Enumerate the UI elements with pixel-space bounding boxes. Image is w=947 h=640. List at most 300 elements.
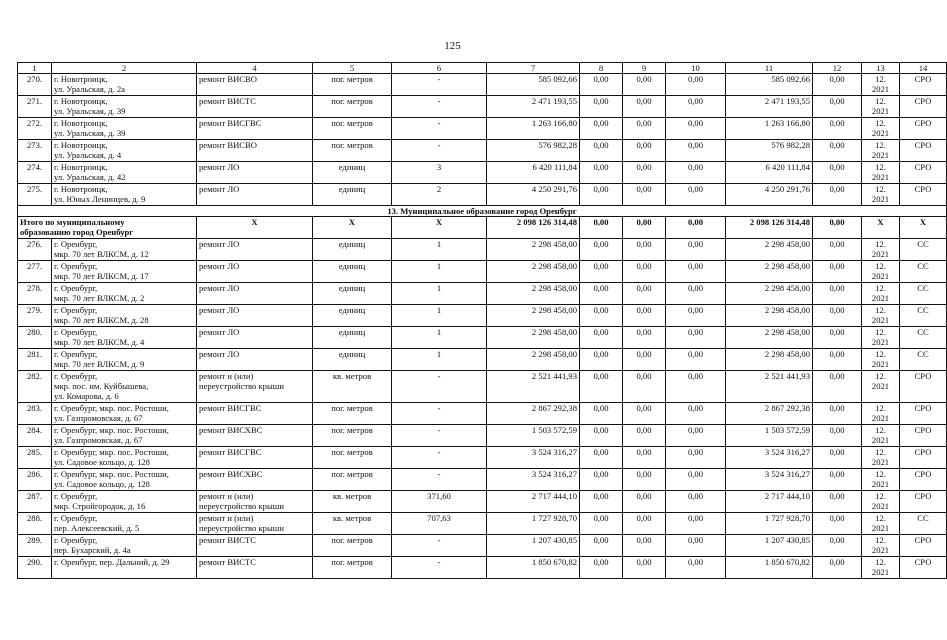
unit-cell: единиц (313, 162, 392, 184)
owner-funds-cell: 6 420 111,84 (726, 162, 813, 184)
deadline-cell-line: 2021 (871, 435, 890, 445)
address-cell (52, 261, 197, 283)
work-type-cell-line: ремонт ВИСГВС (199, 447, 262, 457)
quantity-cell: 1 (392, 261, 487, 283)
fund-cell: 0,00 (623, 535, 666, 557)
address-cell-line: г. Оренбург, (54, 305, 98, 315)
unit-cell: пог. метров (313, 118, 392, 140)
work-type-cell (197, 74, 313, 96)
work-type-cell-line: переустройство крыши (199, 523, 284, 533)
fund-cell: 0,00 (666, 371, 726, 403)
fund-cell: 0,00 (813, 74, 862, 96)
fund-cell: 0,00 (623, 96, 666, 118)
total-cost-cell: 2 521 441,93 (487, 371, 580, 403)
fund-cell: 0,00 (623, 261, 666, 283)
address-cell-line: мкр. 70 лет ВЛКСМ, д. 9 (54, 359, 145, 369)
deadline-cell (862, 74, 900, 96)
address-cell-line: ул. Уральская, д. 39 (54, 106, 126, 116)
work-type-cell (197, 283, 313, 305)
deadline-cell (862, 162, 900, 184)
deadline-cell (862, 349, 900, 371)
deadline-cell-line: 2021 (871, 381, 890, 391)
address-cell-line: г. Оренбург, мкр. пос. Ростоши, (54, 469, 169, 479)
deadline-cell-line: 12. (875, 447, 886, 457)
fund-cell: 0,00 (580, 305, 623, 327)
deadline-cell-line: 12. (875, 403, 886, 413)
deadline-cell-line: 12. (875, 283, 886, 293)
fund-cell: 0,00 (666, 96, 726, 118)
fund-cell: 0,00 (623, 447, 666, 469)
table-row (18, 535, 947, 557)
address-cell-line: мкр. 70 лет ВЛКСМ, д. 17 (54, 271, 149, 281)
table-row (18, 140, 947, 162)
fund-cell: 0,00 (813, 96, 862, 118)
fund-cell: 0,00 (580, 403, 623, 425)
deadline-cell-line: 2021 (871, 128, 890, 138)
fund-cell: 0,00 (666, 469, 726, 491)
fund-cell: 0,00 (813, 513, 862, 535)
address-cell (52, 74, 197, 96)
method-cell: СРО (900, 96, 947, 118)
unit-cell: единиц (313, 283, 392, 305)
deadline-cell-line: 12. (875, 327, 886, 337)
total-cost-cell: 2 298 458,00 (487, 349, 580, 371)
address-cell-line: мкр. пос. им. Куйбышева, (54, 381, 149, 391)
address-cell (52, 513, 197, 535)
address-cell (52, 491, 197, 513)
owner-funds-cell: 576 982,28 (726, 140, 813, 162)
total-cost-cell: 3 524 316,27 (487, 469, 580, 491)
deadline-cell-line: 2021 (871, 337, 890, 347)
capital-repair-table (17, 62, 947, 579)
deadline-cell (862, 403, 900, 425)
deadline-cell-line: 2021 (871, 271, 890, 281)
fund-cell: 0,00 (623, 349, 666, 371)
section-row (18, 206, 947, 217)
method-cell: СС (900, 239, 947, 261)
work-type-cell-line: ремонт ЛО (199, 349, 240, 359)
fund-cell: 0,00 (623, 469, 666, 491)
total-cost-cell: 1 207 430,85 (487, 535, 580, 557)
fund-cell: 0,00 (666, 535, 726, 557)
address-cell-line: ул. Уральская, д. 42 (54, 172, 126, 182)
fund-cell: 0,00 (623, 557, 666, 579)
table-row (18, 491, 947, 513)
quantity-cell: - (392, 557, 487, 579)
deadline-cell (862, 371, 900, 403)
method-cell: СС (900, 327, 947, 349)
method-cell: СС (900, 261, 947, 283)
fund-cell: 0,00 (666, 513, 726, 535)
fund-cell: 0,00 (580, 371, 623, 403)
fund-cell: 0,00 (580, 184, 623, 206)
method-cell: СРО (900, 140, 947, 162)
fund-cell: 0,00 (666, 118, 726, 140)
deadline-cell (862, 469, 900, 491)
fund-cell: 0,00 (580, 349, 623, 371)
address-cell-line: г. Оренбург, (54, 327, 98, 337)
address-cell (52, 403, 197, 425)
fund-cell: 0,00 (666, 557, 726, 579)
unit-cell: пог. метров (313, 425, 392, 447)
quantity-cell: 1 (392, 283, 487, 305)
fund-cell: 0,00 (580, 469, 623, 491)
address-cell-line: г. Оренбург, (54, 371, 98, 381)
work-type-cell (197, 535, 313, 557)
deadline-cell-line: 2021 (871, 413, 890, 423)
fund-cell: 0,00 (623, 162, 666, 184)
deadline-cell-line: 2021 (871, 315, 890, 325)
address-cell (52, 184, 197, 206)
unit-cell: пог. метров (313, 535, 392, 557)
total-cell: 0,00 (623, 217, 666, 239)
fund-cell: 0,00 (623, 327, 666, 349)
address-cell-line: г. Оренбург, (54, 239, 98, 249)
owner-funds-cell: 2 717 444,10 (726, 491, 813, 513)
address-cell-line: ул. Садовое кольцо, д. 128 (54, 479, 150, 489)
row-number: 279. (18, 305, 52, 327)
method-cell: СРО (900, 74, 947, 96)
row-number: 273. (18, 140, 52, 162)
unit-cell: единиц (313, 349, 392, 371)
owner-funds-cell: 1 263 166,80 (726, 118, 813, 140)
fund-cell: 0,00 (666, 74, 726, 96)
unit-cell: кв. метров (313, 513, 392, 535)
total-cost-cell: 2 471 193,55 (487, 96, 580, 118)
deadline-cell-line: 12. (875, 261, 886, 271)
address-cell (52, 239, 197, 261)
work-type-cell (197, 261, 313, 283)
work-type-cell-line: ремонт ВИСХВС (199, 425, 263, 435)
column-number-header: 7 (487, 63, 580, 74)
section-title: 13. Муниципальное образование город Оренбург (18, 206, 947, 217)
work-type-cell-line: ремонт ВИСВО (199, 140, 257, 150)
row-number: 278. (18, 283, 52, 305)
address-cell (52, 535, 197, 557)
address-cell-line: г. Оренбург, мкр. пос. Ростоши, (54, 403, 169, 413)
table-row (18, 74, 947, 96)
row-number: 280. (18, 327, 52, 349)
address-cell-line: г. Оренбург, (54, 513, 98, 523)
column-number-row (18, 63, 947, 74)
total-cost-cell: 1 727 928,70 (487, 513, 580, 535)
fund-cell: 0,00 (666, 491, 726, 513)
deadline-cell (862, 425, 900, 447)
deadline-cell-line: 12. (875, 305, 886, 315)
column-number-header: 4 (197, 63, 313, 74)
fund-cell: 0,00 (623, 491, 666, 513)
fund-cell: 0,00 (580, 118, 623, 140)
table-row (18, 403, 947, 425)
address-cell (52, 96, 197, 118)
work-type-cell (197, 557, 313, 579)
table-row (18, 349, 947, 371)
owner-funds-cell: 1 207 430,85 (726, 535, 813, 557)
total-cost-cell: 1 503 572,59 (487, 425, 580, 447)
address-cell (52, 371, 197, 403)
total-cost-cell: 585 092,66 (487, 74, 580, 96)
total-cell: 0,00 (580, 217, 623, 239)
total-cell: X (197, 217, 313, 239)
fund-cell: 0,00 (666, 327, 726, 349)
quantity-cell: - (392, 535, 487, 557)
fund-cell: 0,00 (580, 491, 623, 513)
address-cell-line: г. Новотроицк, (54, 74, 108, 84)
unit-cell: единиц (313, 239, 392, 261)
address-cell-line: г. Оренбург, мкр. пос. Ростоши, (54, 425, 169, 435)
method-cell: СС (900, 283, 947, 305)
total-cost-cell: 576 982,28 (487, 140, 580, 162)
total-cost-cell: 2 298 458,00 (487, 239, 580, 261)
column-number-header: 2 (52, 63, 197, 74)
fund-cell: 0,00 (813, 118, 862, 140)
total-cost-cell: 2 298 458,00 (487, 261, 580, 283)
fund-cell: 0,00 (580, 513, 623, 535)
row-number: 271. (18, 96, 52, 118)
address-cell-line: пер. Алексеевский, д. 5 (54, 523, 140, 533)
address-cell-line: г. Оренбург, (54, 491, 98, 501)
fund-cell: 0,00 (666, 403, 726, 425)
quantity-cell: - (392, 447, 487, 469)
address-cell (52, 469, 197, 491)
address-cell-line: ул. Комарова, д. 6 (54, 391, 119, 401)
table-row (18, 425, 947, 447)
fund-cell: 0,00 (623, 74, 666, 96)
fund-cell: 0,00 (623, 425, 666, 447)
table-row (18, 184, 947, 206)
column-number-header: 10 (666, 63, 726, 74)
owner-funds-cell: 2 521 441,93 (726, 371, 813, 403)
fund-cell: 0,00 (580, 74, 623, 96)
work-type-cell-line: переустройство крыши (199, 381, 284, 391)
deadline-cell (862, 261, 900, 283)
deadline-cell-line: 12. (875, 469, 886, 479)
deadline-cell-line: 2021 (871, 523, 890, 533)
address-cell-line: мкр. 70 лет ВЛКСМ, д. 2 (54, 293, 145, 303)
fund-cell: 0,00 (666, 425, 726, 447)
work-type-cell-line: ремонт ВИСГВС (199, 118, 262, 128)
unit-cell: кв. метров (313, 491, 392, 513)
total-row (18, 217, 947, 239)
table-row (18, 327, 947, 349)
fund-cell: 0,00 (813, 140, 862, 162)
deadline-cell-line: 12. (875, 162, 886, 172)
work-type-cell (197, 491, 313, 513)
unit-cell: пог. метров (313, 74, 392, 96)
method-cell: СРО (900, 447, 947, 469)
quantity-cell: - (392, 96, 487, 118)
fund-cell: 0,00 (666, 283, 726, 305)
deadline-cell-line: 12. (875, 513, 886, 523)
address-cell (52, 140, 197, 162)
quantity-cell: 1 (392, 305, 487, 327)
quantity-cell: - (392, 371, 487, 403)
address-cell-line: мкр. 70 лет ВЛКСМ, д. 4 (54, 337, 145, 347)
address-cell-line: г. Новотроицк, (54, 184, 108, 194)
deadline-cell (862, 184, 900, 206)
work-type-cell (197, 371, 313, 403)
work-type-cell (197, 162, 313, 184)
fund-cell: 0,00 (813, 403, 862, 425)
fund-cell: 0,00 (813, 469, 862, 491)
page-number: 125 (444, 40, 461, 52)
deadline-cell-line: 2021 (871, 249, 890, 259)
table-row (18, 305, 947, 327)
method-cell: СС (900, 349, 947, 371)
address-cell-line: ул. Уральская, д. 39 (54, 128, 126, 138)
method-cell: СС (900, 305, 947, 327)
unit-cell: единиц (313, 261, 392, 283)
quantity-cell: 2 (392, 184, 487, 206)
row-number: 282. (18, 371, 52, 403)
deadline-cell-line: 2021 (871, 501, 890, 511)
fund-cell: 0,00 (813, 491, 862, 513)
owner-funds-cell: 1 727 928,70 (726, 513, 813, 535)
address-cell-line: ул. Уральская, д. 4 (54, 150, 122, 160)
fund-cell: 0,00 (580, 557, 623, 579)
owner-funds-cell: 2 298 458,00 (726, 283, 813, 305)
work-type-cell (197, 239, 313, 261)
fund-cell: 0,00 (813, 535, 862, 557)
quantity-cell: - (392, 140, 487, 162)
address-cell-line: г. Новотроицк, (54, 140, 108, 150)
quantity-cell: 1 (392, 349, 487, 371)
method-cell: СС (900, 513, 947, 535)
table-row (18, 118, 947, 140)
table-row (18, 371, 947, 403)
address-cell (52, 327, 197, 349)
work-type-cell-line: ремонт ВИСХВС (199, 469, 263, 479)
fund-cell: 0,00 (813, 327, 862, 349)
method-cell: СРО (900, 184, 947, 206)
owner-funds-cell: 3 524 316,27 (726, 469, 813, 491)
deadline-cell-line: 2021 (871, 293, 890, 303)
table-row (18, 96, 947, 118)
address-cell-line: ул. Уральская, д. 2а (54, 84, 125, 94)
method-cell: СРО (900, 491, 947, 513)
fund-cell: 0,00 (623, 403, 666, 425)
work-type-cell-line: ремонт ВИСТС (199, 557, 257, 567)
fund-cell: 0,00 (623, 184, 666, 206)
row-number: 284. (18, 425, 52, 447)
deadline-cell-line: 12. (875, 535, 886, 545)
address-cell-line: г. Оренбург, (54, 261, 98, 271)
column-number-header: 8 (580, 63, 623, 74)
column-number-header: 5 (313, 63, 392, 74)
quantity-cell: - (392, 118, 487, 140)
work-type-cell (197, 349, 313, 371)
fund-cell: 0,00 (623, 239, 666, 261)
work-type-cell (197, 327, 313, 349)
address-cell-line: г. Оренбург, мкр. пос. Ростоши, (54, 447, 169, 457)
work-type-cell-line: ремонт ЛО (199, 305, 240, 315)
deadline-cell-line: 2021 (871, 172, 890, 182)
quantity-cell: - (392, 469, 487, 491)
work-type-cell (197, 425, 313, 447)
deadline-cell (862, 239, 900, 261)
work-type-cell-line: ремонт ВИСТС (199, 535, 257, 545)
column-number-header: 14 (900, 63, 947, 74)
fund-cell: 0,00 (813, 305, 862, 327)
total-cost-cell: 2 298 458,00 (487, 283, 580, 305)
address-cell (52, 557, 197, 579)
fund-cell: 0,00 (623, 118, 666, 140)
fund-cell: 0,00 (813, 349, 862, 371)
deadline-cell (862, 140, 900, 162)
method-cell: СРО (900, 535, 947, 557)
fund-cell: 0,00 (580, 535, 623, 557)
table-row (18, 162, 947, 184)
fund-cell: 0,00 (580, 327, 623, 349)
row-number: 281. (18, 349, 52, 371)
fund-cell: 0,00 (813, 261, 862, 283)
address-cell-line: г. Оренбург, пер. Дальний, д. 29 (54, 557, 170, 567)
address-cell-line: мкр. 70 лет ВЛКСМ, д. 28 (54, 315, 149, 325)
address-cell-line: мкр. 70 лет ВЛКСМ, д. 12 (54, 249, 149, 259)
address-cell-line: г. Новотроицк, (54, 162, 108, 172)
owner-funds-cell: 585 092,66 (726, 74, 813, 96)
method-cell: СРО (900, 557, 947, 579)
quantity-cell: - (392, 403, 487, 425)
work-type-cell-line: ремонт ЛО (199, 184, 240, 194)
address-cell-line: г. Оренбург, (54, 535, 98, 545)
address-cell-line: ул. Газпромовская, д. 67 (54, 413, 143, 423)
work-type-cell-line: ремонт ЛО (199, 239, 240, 249)
deadline-cell-line: 12. (875, 140, 886, 150)
deadline-cell-line: 2021 (871, 479, 890, 489)
fund-cell: 0,00 (623, 140, 666, 162)
fund-cell: 0,00 (813, 283, 862, 305)
unit-cell: пог. метров (313, 469, 392, 491)
address-cell (52, 425, 197, 447)
total-cost-cell: 3 524 316,27 (487, 447, 580, 469)
owner-funds-cell: 4 250 291,76 (726, 184, 813, 206)
fund-cell: 0,00 (813, 557, 862, 579)
fund-cell: 0,00 (580, 239, 623, 261)
deadline-cell-line: 2021 (871, 84, 890, 94)
total-cell: X (313, 217, 392, 239)
work-type-cell-line: ремонт и (или) (199, 491, 254, 501)
work-type-cell (197, 305, 313, 327)
deadline-cell-line: 2021 (871, 194, 890, 204)
deadline-cell-line: 12. (875, 74, 886, 84)
work-type-cell-line: ремонт и (или) (199, 371, 254, 381)
work-type-cell-line: ремонт и (или) (199, 513, 254, 523)
total-cell: X (862, 217, 900, 239)
unit-cell: единиц (313, 184, 392, 206)
work-type-cell (197, 140, 313, 162)
address-cell (52, 305, 197, 327)
method-cell: СРО (900, 469, 947, 491)
total-cost-cell: 1 263 166,80 (487, 118, 580, 140)
column-number-header: 9 (623, 63, 666, 74)
total-cell: 2 098 126 314,48 (487, 217, 580, 239)
total-cell: 0,00 (666, 217, 726, 239)
address-cell-line: г. Оренбург, (54, 349, 98, 359)
owner-funds-cell: 2 471 193,55 (726, 96, 813, 118)
column-number-header: 13 (862, 63, 900, 74)
address-cell-line: пер. Бухарский, д. 4а (54, 545, 131, 555)
address-cell-line: г. Оренбург, (54, 283, 98, 293)
method-cell: СРО (900, 371, 947, 403)
quantity-cell: - (392, 74, 487, 96)
row-number: 275. (18, 184, 52, 206)
owner-funds-cell: 2 298 458,00 (726, 349, 813, 371)
owner-funds-cell: 2 298 458,00 (726, 305, 813, 327)
fund-cell: 0,00 (623, 513, 666, 535)
deadline-cell-line: 12. (875, 491, 886, 501)
total-cost-cell: 2 298 458,00 (487, 305, 580, 327)
